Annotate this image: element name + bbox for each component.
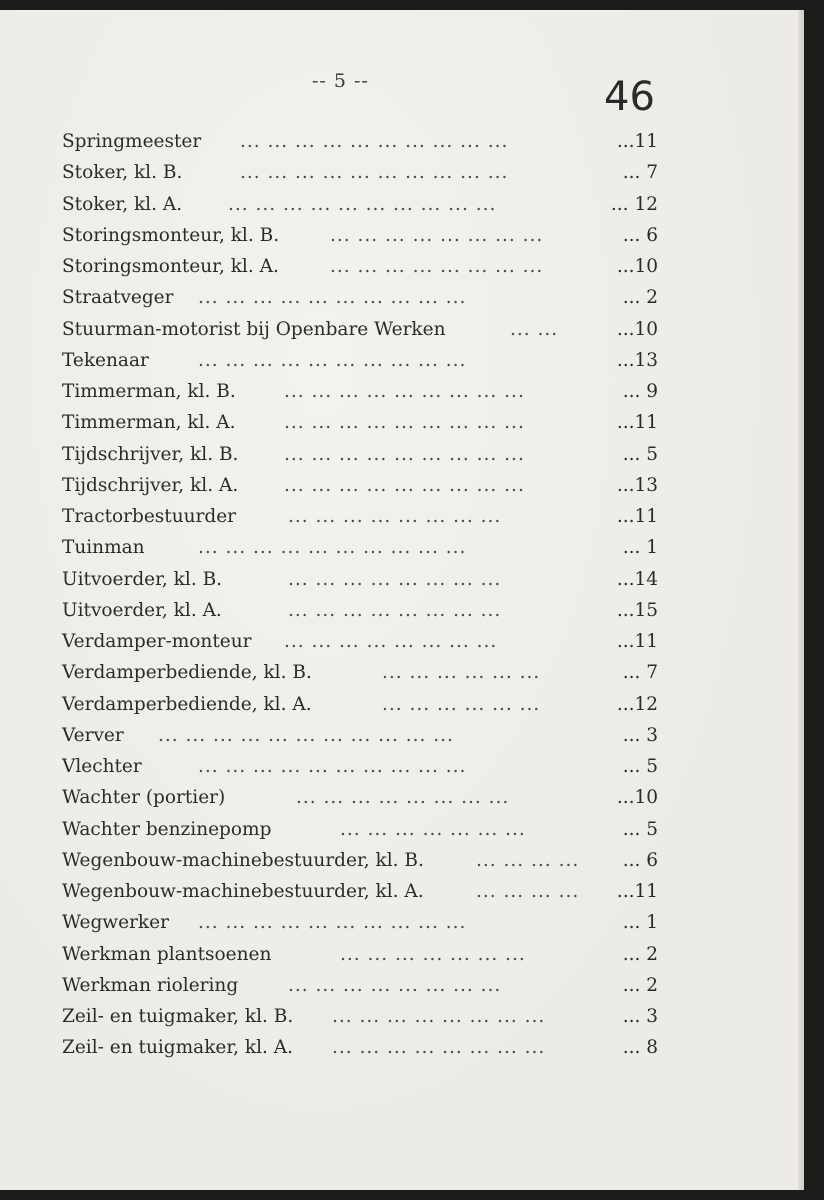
- dot-leader: ... ... ... ... ... ... ... ... ...: [284, 474, 525, 496]
- entry-label: Verdamperbediende, kl. A.: [62, 693, 312, 715]
- dot-leader: ... ... ... ... ... ... ... ...: [288, 599, 502, 621]
- list-item: [62, 907, 658, 938]
- entry-label: Straatveger: [62, 287, 174, 309]
- list-item: [62, 939, 658, 970]
- dot-leader: ... ... ... ... ... ... ... ...: [284, 631, 498, 652]
- entry-label: Tekenaar: [62, 349, 149, 371]
- entry-value: ... 6: [622, 849, 658, 871]
- list-item: [62, 1032, 658, 1063]
- list-item: [62, 876, 658, 907]
- list-item: [62, 126, 658, 157]
- dot-leader: ... ... ... ... ... ... ... ...: [332, 1006, 546, 1027]
- list-item: [62, 814, 658, 845]
- entry-value: ...15: [616, 599, 658, 621]
- entry-value: ... 7: [622, 662, 658, 684]
- entry-value: ... 7: [622, 162, 658, 184]
- entry-label: Uitvoerder, kl. B.: [62, 568, 223, 590]
- entry-value: ...14: [616, 568, 658, 590]
- entry-label: Stoker, kl. B.: [62, 162, 183, 184]
- list-item: [62, 689, 658, 720]
- list-item: [62, 845, 658, 876]
- dot-leader: ... ... ... ... ... ... ... ... ... ... ...: [158, 724, 454, 746]
- list-item: [62, 439, 658, 470]
- entry-value: ... 5: [622, 818, 658, 840]
- entry-label: Verdamper-monteur: [62, 631, 252, 652]
- dot-leader: ... ... ... ... ... ... ... ...: [288, 974, 502, 996]
- entry-value: ...10: [616, 787, 658, 809]
- entry-label: Wachter (portier): [62, 787, 226, 809]
- dot-leader: ... ... ... ... ... ...: [382, 662, 541, 684]
- entry-value: ... 12: [610, 193, 658, 215]
- dot-leader: ... ... ... ...: [476, 849, 580, 871]
- entry-value: ...11: [616, 506, 658, 527]
- list-item: [62, 1001, 658, 1032]
- list-item: [62, 532, 658, 563]
- list-item: [62, 657, 658, 688]
- dot-leader: ... ... ... ... ... ...: [382, 693, 541, 715]
- dot-leader: ... ... ... ...: [476, 881, 580, 902]
- entry-value: ...12: [616, 693, 658, 715]
- dot-leader: ... ... ... ... ... ... ...: [340, 943, 526, 965]
- list-item: [62, 376, 658, 407]
- entry-value: ... 5: [622, 756, 658, 777]
- entry-label: Werkman plantsoenen: [62, 943, 272, 965]
- entry-value: ... 1: [622, 537, 658, 559]
- dot-leader: ... ... ... ... ... ... ... ...: [288, 568, 502, 590]
- dot-leader: ... ... ... ... ... ... ... ...: [296, 787, 510, 809]
- entry-value: ...10: [616, 318, 658, 340]
- entry-label: Stuurman-motorist bij Openbare Werken: [62, 318, 446, 340]
- list-item: [62, 282, 658, 313]
- entry-value: ...11: [616, 412, 658, 434]
- entry-label: Tuinman: [62, 537, 145, 559]
- dot-leader: ... ... ... ... ... ... ... ... ... ...: [198, 287, 467, 309]
- entry-label: Wachter benzinepomp: [62, 818, 272, 840]
- list-item: [62, 751, 658, 782]
- page-number: -- 5 --: [312, 70, 369, 92]
- list-item: [62, 470, 658, 501]
- entry-label: Werkman riolering: [62, 974, 239, 996]
- entry-value: ... 2: [622, 974, 658, 996]
- entry-value: ... 2: [622, 287, 658, 309]
- list-item: [62, 220, 658, 251]
- entry-label: Wegenbouw-machinebestuurder, kl. A.: [62, 881, 424, 902]
- list-item: [62, 407, 658, 438]
- dot-leader: ... ... ... ... ... ... ... ... ...: [284, 443, 525, 465]
- entry-label: Tractorbestuurder: [62, 506, 237, 527]
- entry-value: ... 5: [622, 443, 658, 465]
- entry-value: ... 3: [622, 724, 658, 746]
- list-item: [62, 251, 658, 282]
- entry-label: Timmerman, kl. B.: [62, 381, 236, 402]
- entry-label: Wegwerker: [62, 912, 169, 934]
- dot-leader: ... ... ... ... ... ... ... ... ... ...: [240, 162, 509, 184]
- list-item: [62, 157, 658, 188]
- entry-label: Tijdschrijver, kl. B.: [62, 443, 239, 465]
- list-item: [62, 970, 658, 1001]
- entry-label: Tijdschrijver, kl. A.: [62, 474, 239, 496]
- list-item: [62, 314, 658, 345]
- entry-label: Uitvoerder, kl. A.: [62, 599, 222, 621]
- entry-value: ... 3: [622, 1006, 658, 1027]
- list-item: [62, 501, 658, 532]
- entry-label: Wegenbouw-machinebestuurder, kl. B.: [62, 849, 424, 871]
- entry-label: Timmerman, kl. A.: [62, 412, 236, 434]
- entry-value: ... 8: [622, 1037, 658, 1059]
- entry-list: [62, 126, 658, 1064]
- dot-leader: ... ... ... ... ... ... ... ...: [330, 256, 544, 277]
- document-page: [0, 10, 804, 1190]
- dot-leader: ... ...: [510, 318, 559, 340]
- dot-leader: ... ... ... ... ... ... ... ... ... ...: [198, 756, 467, 777]
- dot-leader: ... ... ... ... ... ... ...: [340, 818, 526, 840]
- entry-label: Storingsmonteur, kl. B.: [62, 224, 280, 246]
- dot-leader: ... ... ... ... ... ... ... ... ... ...: [198, 349, 467, 371]
- dot-leader: ... ... ... ... ... ... ... ... ...: [284, 381, 525, 402]
- entry-label: Springmeester: [62, 131, 202, 152]
- dot-leader: ... ... ... ... ... ... ... ...: [288, 506, 502, 527]
- entry-label: Zeil- en tuigmaker, kl. A.: [62, 1037, 294, 1059]
- entry-label: Verver: [62, 724, 124, 746]
- entry-label: Verdamperbediende, kl. B.: [62, 662, 312, 684]
- list-item: [62, 626, 658, 657]
- dot-leader: ... ... ... ... ... ... ... ... ... ...: [198, 537, 467, 559]
- dot-leader: ... ... ... ... ... ... ... ... ... ...: [240, 131, 509, 152]
- entry-value: ...11: [616, 631, 658, 652]
- entry-label: Vlechter: [62, 756, 142, 777]
- entry-value: ... 6: [622, 224, 658, 246]
- entry-value: ...11: [616, 131, 658, 152]
- entry-value: ...11: [616, 881, 658, 902]
- entry-value: ... 1: [622, 912, 658, 934]
- list-item: [62, 564, 658, 595]
- entry-label: Storingsmonteur, kl. A.: [62, 256, 279, 277]
- entry-value: ...13: [616, 474, 658, 496]
- dot-leader: ... ... ... ... ... ... ... ... ... ...: [228, 193, 497, 215]
- entry-value: ...13: [616, 349, 658, 371]
- dot-leader: ... ... ... ... ... ... ... ... ...: [284, 412, 525, 434]
- entry-value: ...10: [616, 256, 658, 277]
- entry-label: Zeil- en tuigmaker, kl. B.: [62, 1006, 294, 1027]
- sheet-number: 46: [604, 74, 655, 120]
- entry-label: Stoker, kl. A.: [62, 193, 183, 215]
- dot-leader: ... ... ... ... ... ... ... ...: [332, 1037, 546, 1059]
- entry-value: ... 2: [622, 943, 658, 965]
- list-item: [62, 782, 658, 813]
- page-edge: [798, 10, 804, 1190]
- dot-leader: ... ... ... ... ... ... ... ...: [330, 224, 544, 246]
- list-item: [62, 189, 658, 220]
- list-item: [62, 345, 658, 376]
- dot-leader: ... ... ... ... ... ... ... ... ... ...: [198, 912, 467, 934]
- list-item: [62, 720, 658, 751]
- list-item: [62, 595, 658, 626]
- entry-value: ... 9: [622, 381, 658, 402]
